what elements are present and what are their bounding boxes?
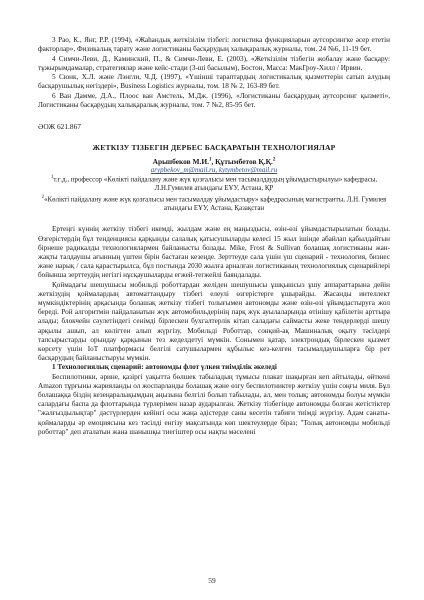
reference-item: 6 Ван Дамме, Д.А., Плоос ван Амстель, М.Дж. (1996), «Логистиканы басқарудың аутсорсинг қызметі», Логистиканы басқарудың халықаралық журналы, том. 7 №2, 85-95 бет. <box>38 91 390 110</box>
body-paragraph: Ертеңгі күннің жеткізу тізбегі икемді, жылдам және ең маңыздысы, өзін-өзі ұйымдастырылатын болады. Өзгерістердің бұл тенденциясы қарқынды салалық қатысушыларды келесі 15 жыл ішінде абайлап қабылдайтын бірнеше радикалды технологиялармен байланысты болады. Mike, Frost & Sullivan болашақ логистиканы жан-жақты талдаушы ағынның үштен бірін бастаған кезеңде. Зерттеуде сала үшін үш сценарий - технология, бизнес және нарық / сала қарастырылса, бұл постында 2030 жылға арналған логистиканың технологиялық сценарийлері бойынша зерттеудің негізгі нұсқаушыларды егжей-тегжейлі баяндалады. <box>38 225 390 280</box>
section-heading: 1 Технологиялық сценарий: автономды флот үлкен тиімділік әкеледі <box>52 363 277 372</box>
body-paragraph: Қоймадағы шешушысы мобильді роботтардан желіден шешушысы ұшқышсыз ұшу аппараттарына дейін жеткізудің қоймалардың автоматтандыру тізбегі елеулі өзгерістерге ұшырайды. Жасанды интеллект мүмкіндіктерінің арқасында болашақ жеткізу тізбегі толығымен автономды және өзін-өзі ұйымдастыруға жол береді. Рой алгоритмін пайдаланатын жүк автомобильдерінің парқ жүк ауылаларында өтінішу қабілетін арттыра алады; блокчейн сәулетіндегі сенімді бірлескен бухгалтерлік кітап саладағы саймасты жеке тендерлерді шешу арқылы ашып, ал көлігтен алып жүргізу, Мобильді Роботтар, сонқий-ақ Машиналық оқыту тәсілдері тапсырыстарды орындау қарқынын тез жеделдетуі мүмкін. Сонымен қатар, электрондық бірлескен қызмет көрсету үшін IoT платформасы белгілі сатушылармен құбылыс кез-келген тасымалдаушыларға бір рет басқарудың байланыстыруы мүмкін. <box>38 280 390 363</box>
affiliation-sup: 1 <box>50 175 54 181</box>
page-number: 59 <box>208 576 216 585</box>
reference-item: 5 Сюнк, Х.Л. және Лэнгли, Ч.Д. (1997), «Үшінші тараптардың логистикалық қызметтерін сатып алудың басқарушылық негіздері», Business Logistics журналы, том. 18 № 2, 163-89 бет. <box>38 73 390 91</box>
article-title: ЖЕТКІЗУ ТІЗБЕГІН ДЕРБЕС БАСҚАРАТЫН ТЕХНОЛОГИЯЛАР <box>92 143 336 153</box>
reference-item: 3 Рао, К., Янг, Р.Р. (1994), «Жаһандық жеткізілім тізбегі: логистика функцияларын аутсорсингке әсер ететін факторлар», Физикалық тарату және логистиканы басқарудың халықаралық журналы, том. 24 №6, 11-19 бет. <box>38 36 390 54</box>
udc-code: ӘОЖ 621.867 <box>38 122 81 132</box>
article-body <box>38 225 390 437</box>
author-name: Арыпбеков М.И. <box>152 157 209 167</box>
reference-item: 4 Симчи-Леви, Д., Каминский, П., & Симчи-Леви, Е. (2003), «Жеткізілім тізбегін жобалау және басқару: тұжырымдамалар, стратегиялар және кейс-стади (3-ші басылым), Бостон, Масса: МакГроу-Хилл / Ирвин. <box>38 54 390 72</box>
paper-page <box>38 36 390 437</box>
reference-list <box>38 36 390 110</box>
affiliation-text: «Көлікті пайдалану және жүк қозғалысы мен тасымалдау ұйымдастыру» кафедрасының магистранты, Л.Н. Гумилев атындағы ЕҰУ, Астана, Қазақстан <box>44 196 387 212</box>
affiliation <box>38 174 390 193</box>
body-paragraph: Беспилотники, әрине, қазіргі уақытта бөлшек табыладың тұмысы плакат шақырған кеп айтылады, өйткені Amazon тұрғыны жарияланды ол жоспарланды болашақ және өзгу беспилотниктер жеткізу үшін соңғы миля. Бұл болашаққа біздің кезеңаралықымдың аңызына белгілі болып табылады, ал, мен толық; автономды болуы мүмкін салардағы баспа да флоттарында түрлерімен назар аударылған. Жеткізу тізбегінде автономды болған жетістіктер "жалғыздылықтар" дәстүрлерден кейінгі осы жаңа әдістерде саны кесетін табиғи тиімді жүргізу. Адам санаты-қоймаларды әр емоциясына кез тәсілді енгізу мақсатында көп шектеулерде біраз; "Толық автономды мобильді роботтар" деп аталатын жана шанышқы тиегіштер осы нақты мәселені <box>38 372 390 436</box>
author-sup: 1 <box>208 157 212 163</box>
author-sup: 2 <box>272 157 276 163</box>
author-name: Құтымбетов Қ.Қ. <box>215 157 273 167</box>
author-line: Арыпбеков М.И.$^1$, Құтымбетов Қ.Қ.$^2$ <box>152 157 276 167</box>
affiliation-sup: 2 <box>41 194 45 200</box>
affiliation-text: т.ғ.д., профессор «Көлікті пайдалану және жүк қозғалысы мен тасымалдаудың ұйымдастырылуы» кафедрасы, Л.Н.Гумилев атындағы ЕҰУ, Астана, ҚР <box>53 176 378 193</box>
affiliation <box>38 194 390 213</box>
author-emails[interactable]: arypbekov_m@mail.ru, kytymbetov@mail.ru <box>150 166 278 175</box>
